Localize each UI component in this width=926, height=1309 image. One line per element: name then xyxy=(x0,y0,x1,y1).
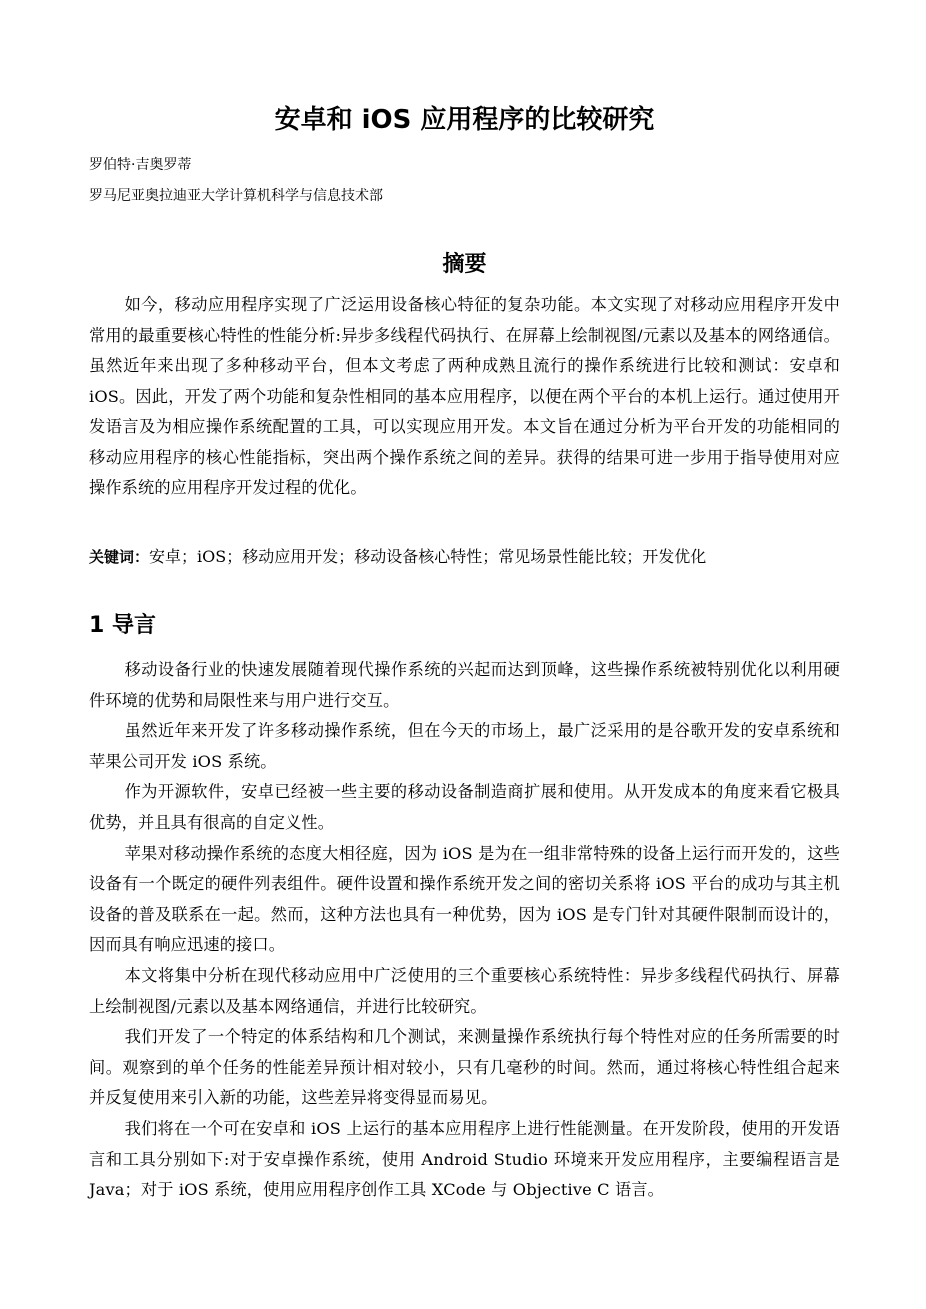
keywords-list: 安卓；iOS；移动应用开发；移动设备核心特性；常见场景性能比较；开发优化 xyxy=(149,547,707,566)
body-paragraph: 本文将集中分析在现代移动应用中广泛使用的三个重要核心系统特性：异步多线程代码执行、屏幕上绘制视图/元素以及基本网络通信，并进行比较研究。 xyxy=(89,965,840,1016)
paper-title: 安卓和 iOS 应用程序的比较研究 xyxy=(274,105,655,135)
body-paragraph: 移动设备行业的快速发展随着现代操作系统的兴起而达到顶峰，这些操作系统被特别优化以利用硬件环境的优势和局限性来与用户进行交互。 xyxy=(89,660,840,710)
abstract-text: 如今，移动应用程序实现了广泛运用设备核心特征的复杂功能。本文实现了对移动应用程序开发中常用的最重要核心特性的性能分析:异步多线程代码执行、在屏幕上绘制视图/元素以及基本的网络通信。虽然近年来出现了多种移动平台，但本文考虑了两种成熟且流行的操作系统进行比较和测试：安卓和 iOS。因此，开发了两个功能和复杂性相同的基本应用程序，以便在两个平台的本机上运行。通过使用开发语言及为相应操作系统配置的工具，可以实现应用开发。本文旨在通过分析为平台开发的功能相同的移动应用程序的核心性能指标，突出两个操作系统之间的差异。获得的结果可进一步用于指导使用对应操作系统的应用程序开发过程的优化。 xyxy=(89,295,840,497)
body-paragraph: 虽然近年来开发了许多移动操作系统，但在今天的市场上，最广泛采用的是谷歌开发的安卓系统和苹果公司开发 iOS 系统。 xyxy=(89,721,840,771)
keywords-line xyxy=(89,543,840,571)
author-affiliation: 罗马尼亚奥拉迪亚大学计算机科学与信息技术部 xyxy=(89,188,383,204)
body-paragraph: 我们将在一个可在安卓和 iOS 上运行的基本应用程序上进行性能测量。在开发阶段，使用的开发语言和工具分别如下:对于安卓操作系统，使用 Android Studio 环境来开发应用程序，主要编程语言是 Java；对于 iOS 系统，使用应用程序创作工具 XCode 与 Objective C 语言。 xyxy=(89,1118,840,1200)
abstract-heading: 摘要 xyxy=(442,252,487,277)
author-name: 罗伯特·吉奥罗蒂 xyxy=(89,157,192,173)
section-heading-introduction: 1 导言 xyxy=(89,613,156,638)
keywords-label: 关键词： xyxy=(89,548,150,566)
body-paragraph: 苹果对移动操作系统的态度大相径庭，因为 iOS 是为在一组非常特殊的设备上运行而开发的，这些设备有一个既定的硬件列表组件。硬件设置和操作系统开发之间的密切关系将 iOS 平台的成功与其主机设备的普及联系在一起。然而，这种方法也具有一种优势，因为 iOS 是专门针对其硬件限制而设计的，因而具有响应迅速的接口。 xyxy=(89,843,840,955)
body-paragraph: 我们开发了一个特定的体系结构和几个测试，来测量操作系统执行每个特性对应的任务所需要的时间。观察到的单个任务的性能差异预计相对较小，只有几毫秒的时间。然而，通过将核心特性组合起来并反复使用来引入新的功能，这些差异将变得显而易见。 xyxy=(89,1027,840,1108)
body-paragraph: 作为开源软件，安卓已经被一些主要的移动设备制造商扩展和使用。从开发成本的角度来看它极具优势，并且具有很高的自定义性。 xyxy=(89,782,840,832)
section-body-introduction xyxy=(89,655,840,1206)
